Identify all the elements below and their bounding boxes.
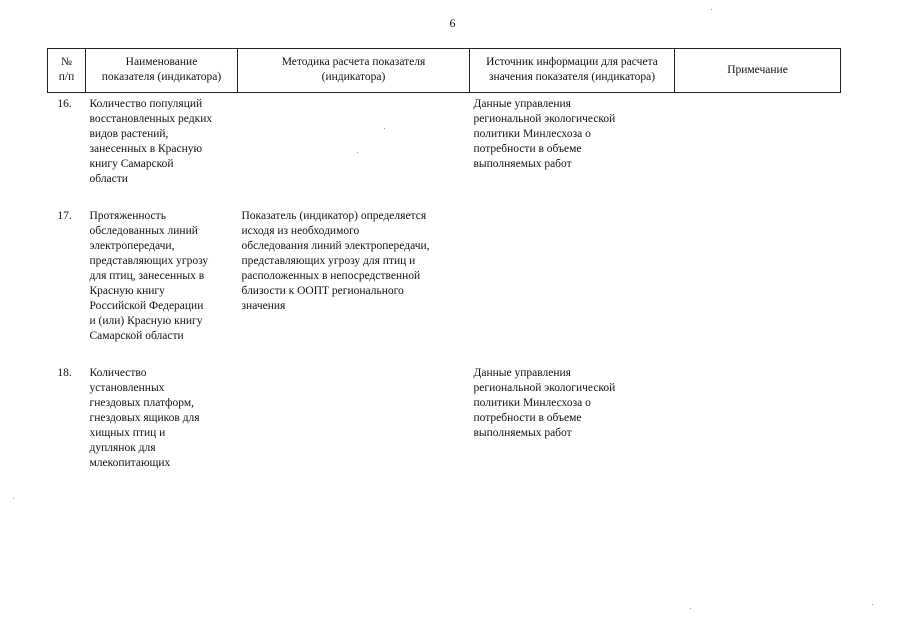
scan-speck	[384, 128, 385, 129]
header-information-source: Источник информации для расчета значения показателя (индикатора)	[470, 49, 675, 93]
indicator-name: Количество популяций восстановленных редких видов растений, занесенных в Красную книгу Самарской области	[89, 98, 213, 185]
header-number: № п/п	[48, 49, 86, 93]
scan-speck	[872, 604, 873, 605]
header-indicator-name: Наименование показателя (индикатора)	[86, 49, 238, 93]
page-number: 6	[449, 16, 456, 30]
table-row	[48, 93, 841, 210]
scan-speck	[711, 9, 712, 10]
note	[675, 93, 841, 210]
note	[675, 366, 841, 493]
scan-speck	[690, 608, 691, 609]
scan-speck	[13, 498, 14, 499]
indicator-name: Количество установленных гнездовых платформ, гнездовых ящиков для хищных птиц и дуплянок для млекопитающих	[89, 367, 200, 469]
indicator-name: Протяженность обследованных линий электропередачи, представляющих угрозу для птиц, занесенных в Красную книгу Российской Федерации и (или) Красную книгу Самарской области	[89, 210, 209, 342]
calculation-method	[238, 93, 470, 210]
header-calculation-method: Методика расчета показателя (индикатора)	[238, 49, 470, 93]
table-row	[48, 209, 841, 366]
indicators-table	[47, 48, 841, 493]
calculation-method: Показатель (индикатор) определяется исходя из необходимого обследования линий электропередачи, представляющих угрозу для птиц и расположенных в непосредственной близости к ООПТ регионального значения	[241, 210, 430, 312]
row-number: 18.	[57, 367, 72, 379]
note	[675, 209, 841, 366]
row-number: 17.	[57, 210, 72, 222]
scan-speck	[357, 152, 358, 153]
header-note: Примечание	[675, 49, 841, 93]
row-number: 16.	[57, 98, 72, 110]
calculation-method	[238, 366, 470, 493]
information-source: Данные управления региональной экологической политики Минлесхоза о потребности в объеме выполняемых работ	[473, 367, 616, 439]
information-source	[470, 209, 675, 366]
table-row	[48, 366, 841, 493]
table-header-row	[48, 49, 841, 93]
information-source: Данные управления региональной экологической политики Минлесхоза о потребности в объеме выполняемых работ	[473, 98, 616, 170]
